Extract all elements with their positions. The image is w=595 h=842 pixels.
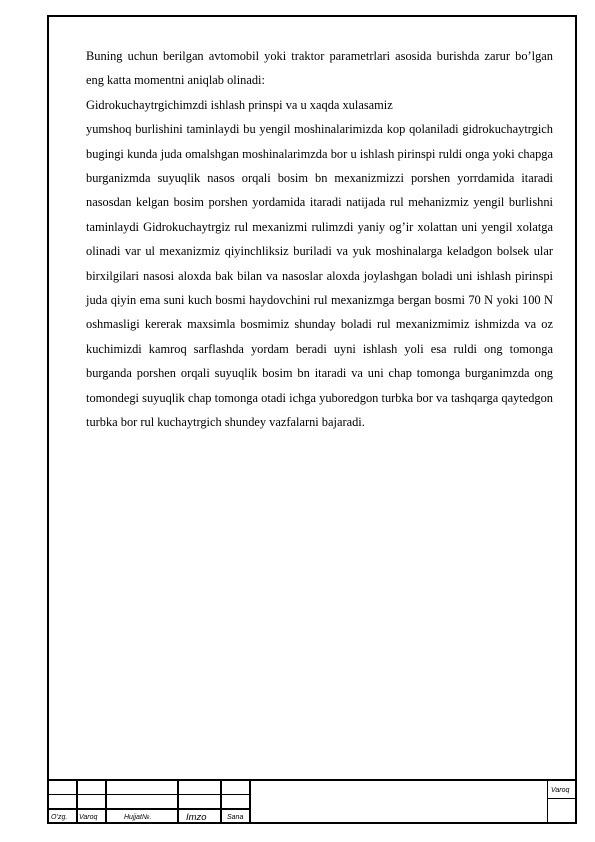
stamp-divider	[76, 781, 78, 824]
stamp-label-varoq-right: Varoq	[551, 787, 570, 794]
stamp-divider	[249, 781, 251, 824]
stamp-divider	[105, 781, 107, 824]
stamp-label-ozg: O’zg.	[51, 814, 68, 821]
title-block	[47, 779, 577, 824]
stamp-row-line	[47, 794, 249, 795]
stamp-row-line	[547, 798, 577, 799]
stamp-label-hujjat: Hujjat№.	[124, 814, 152, 821]
stamp-label-imzo: Imzo	[186, 812, 207, 823]
paragraph-intro: Buning uchun berilgan avtomobil yoki traktor parametrlari asosida burishda zarur bo’lgan eng katta momentni aniqlab olinadi:	[86, 49, 553, 88]
stamp-label-sana: Sana	[227, 814, 244, 821]
stamp-row-line	[47, 808, 249, 810]
stamp-divider	[547, 781, 548, 824]
paragraph-main: yumshoq burlishini taminlaydi bu yengil moshinalarimizda kop qolaniladi gidrokuchaytrgich bugingi kunda juda omalshgan moshinalarimzda bor u ishlash pirinspi ruldi onga yoki chapga burganizmda suyuqlik nasos orqali bosim bn mexanizmizzi porshen yorrdamida itaradi nasosdan kelgan bosim porshen yordamida itaradi natijada rul mehanizmiz yengil burlishni taminlaydi Gidrokuchaytrgiz rul mexanizmi rulimzdi yaniy og’ir xolattan uni yengil xolatga olinadi var ul mexanizmiz qiyinchliksiz buriladi va yuk moshinalarga keladgon bolsek ular birxilgilari nasosi aloxda bak bilan va nasoslar aloxda joylashgan boladi uni ishlash pirinspi juda qiyin ema suni kuch bosmi haydovchini rul mexanizmga bergan bosmi 70 N yoki 100 N oshmasligi kererak maxsimla bosmimiz shunday boladi rul mexanizmimiz ishmizda va oz kuchimizdi kamroq sarflashda yordam beradi uyni ishlash yoli esa ruldi ong tomonga burganda porshen orqali suyuqlik bosim bn itaradi va uni chap tomonga burganimzda ong tomondegi suyuqlik chap tomonga otadi ichga yuboredgon turbka bor va tashqarga qaytedgon turbka bor rul kuchaytrgich shundey vazfalarni bajaradi.	[86, 122, 553, 430]
stamp-label-varoq: Varoq	[79, 814, 98, 821]
stamp-divider	[177, 781, 179, 824]
document-body	[86, 44, 553, 435]
paragraph-heading: Gidrokuchaytrgichimzdi ishlash prinspi va u xaqda xulasamiz	[86, 97, 393, 112]
stamp-divider	[220, 781, 222, 824]
